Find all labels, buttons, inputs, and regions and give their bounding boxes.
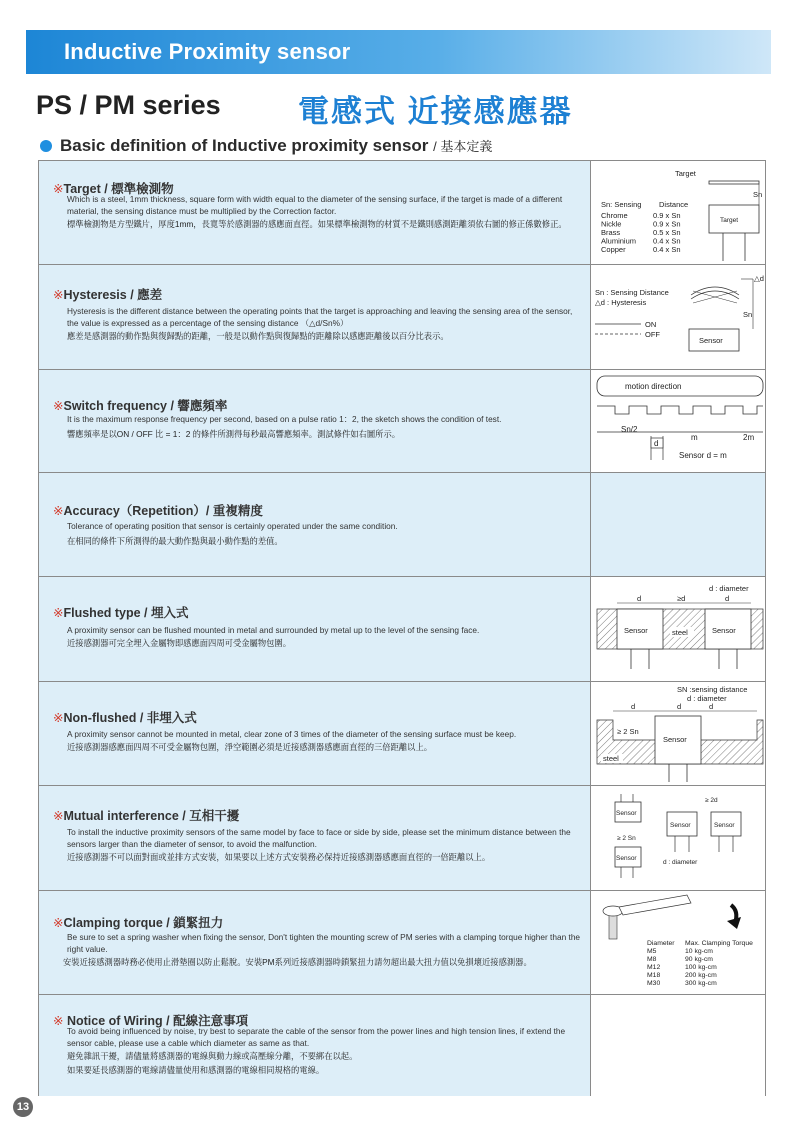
row-heading: ※Clamping torque / 鎖緊扭力 [53, 916, 224, 930]
steel-label: steel [603, 754, 619, 763]
sensor-label-side-right: Sensor [714, 822, 735, 829]
row-hysteresis [39, 265, 765, 370]
diameter-note: d : diameter [663, 859, 698, 866]
max-torque: 300 kg-cm [685, 980, 717, 987]
row-heading: ※Mutual interference / 互相干擾 [53, 809, 240, 823]
row-nonflushed [39, 682, 765, 786]
max-torque: 200 kg-cm [685, 972, 717, 979]
motion-direction-label: motion direction [625, 382, 682, 391]
d-label: d [654, 439, 659, 448]
mutual-diagram [613, 790, 763, 888]
sensor-box-label: Target [720, 217, 739, 224]
d-label-left: d [637, 594, 642, 603]
section-title-cn: / 基本定義 [433, 139, 493, 154]
wrench [619, 895, 691, 915]
banner-title: Inductive Proximity sensor [64, 39, 351, 64]
head-diameter: Diameter [647, 940, 675, 947]
material-factor: 0.4 x Sn [653, 245, 681, 254]
sensor-label-top: Sensor [616, 810, 637, 817]
target-diagram [597, 167, 765, 261]
series-title-cn: 電感式 近接感應器 [298, 94, 573, 129]
row-target [39, 161, 765, 265]
row-text-en: It is the maximum response frequency per second, based on a pulse ratio 1：2, the sketch shows the condition of test. [67, 414, 502, 424]
d-label-2: d [677, 702, 682, 711]
row-heading: ※Hysteresis / 應差 [53, 288, 163, 302]
diameter-note: d : diameter [709, 584, 749, 593]
material-name: Brass [601, 228, 621, 237]
material-factor: 0.5 x Sn [653, 228, 681, 237]
ge-2sn-label: ≥ 2 Sn [617, 835, 636, 842]
material-factor: 0.9 x Sn [653, 219, 681, 229]
sensor-label-side-left: Sensor [670, 822, 691, 829]
row-text-en: Hysteresis is the different distance between the operating points that the target is approaching and leaving the sensing area of the sensor, the value is expressed as a percentage of the sensing distance （△d/Sn%） [67, 306, 573, 328]
row-heading: ※Non-flushed / 非埋入式 [53, 711, 197, 725]
series-title: PS / PM series [36, 90, 221, 120]
sensor-label-right: Sensor [712, 626, 736, 635]
row-text-cn: 標準檢測物是方型鐵片，厚度1mm，長寬等於感測器的感應面直徑。如果標準檢測物的材質不是鐵則感測距離須依右圖的修正係數修正。 [67, 219, 567, 229]
flushed-diagram [593, 583, 765, 679]
material-factor: 0.9 x Sn [653, 211, 681, 220]
torque-diagram [595, 893, 765, 993]
row-text-cn: 近接感測器不可以面對面或並排方式安裝，如果要以上述方式安裝務必保持近接感測器感應面直徑的一倍距離以上。 [67, 852, 491, 862]
row-text-cn: 應差是感測器的動作點與復歸點的距離，一般是以動作點與復歸點的距離除以感應距離後以百分比表示。 [67, 331, 449, 341]
row-heading: ※Target / 標準檢測物 [53, 182, 174, 196]
row-frequency [39, 370, 765, 473]
material-list [601, 211, 681, 254]
row-text-cn-1: 避免雜訊干擾，請儘量將感測器的電線與動力線或高壓線分離，不要綁在以起。 [67, 1051, 358, 1061]
sensor-label: Sensor [699, 336, 723, 345]
max-torque: 10 kg-cm [685, 948, 713, 955]
page-number: 13 [13, 1097, 33, 1117]
two-m-label: 2m [743, 433, 755, 442]
off-label: OFF [645, 330, 660, 339]
max-torque: 100 kg-cm [685, 964, 717, 971]
material-name: Nickle [601, 219, 622, 229]
row-text-en: To avoid being influenced by noise, try best to separate the cable of the sensor from the power lines and high tension lines, if extend the sensor cable, please use a cable which diameter as same as that. [67, 1026, 566, 1048]
sensor-label: Sensor [663, 735, 687, 744]
target-plate [709, 181, 759, 184]
sensor-label-left: Sensor [624, 626, 648, 635]
diameter-note: d : diameter [687, 694, 727, 703]
sensing-distance-note: SN :sensing distance [677, 685, 748, 694]
definition-table [38, 160, 766, 1096]
row-flushed [39, 577, 765, 682]
nonflushed-diagram [593, 684, 765, 784]
head-material: Sn: Sensing [601, 200, 642, 209]
row-text-cn: 安裝近接感測器時務必使用止滑墊圈以防止鬆脫。安裝PM系列近接感測器時鎖緊扭力請勿超出最大扭力值以免損壞近接感測器。 [63, 957, 532, 967]
target-label: Target [675, 169, 696, 178]
material-factor: 0.4 x Sn [653, 236, 681, 246]
max-torque: 90 kg-cm [685, 956, 713, 963]
row-heading: ※Switch frequency / 響應頻率 [53, 399, 228, 413]
row-text-en: Which is a steel, 1mm thickness, square form with width equal to the diameter of the sensing surface, if the target is made of a different material, the sensing distance must be multiplied by the Correction factor. [67, 194, 563, 216]
material-name: Chrome [601, 211, 628, 220]
frequency-diagram [595, 374, 765, 470]
on-label: ON [645, 320, 657, 329]
sn-half-label: Sn/2 [621, 425, 638, 434]
sn-label: Sn [753, 190, 763, 199]
material-name: Copper [601, 245, 626, 254]
sn-label: Sn [743, 310, 753, 319]
row-mutual [39, 786, 765, 891]
bullet-dot-icon [40, 140, 52, 152]
ge-2d-label: ≥ 2d [705, 797, 718, 804]
head-torque: Max. Clamping Torque [685, 940, 753, 947]
section-heading [40, 136, 492, 156]
row-text-cn: 在相同的條件下所測得的最大動作點與最小動作點的差值。 [67, 536, 283, 546]
row-text-en: Be sure to set a spring washer when fixing the sensor, Don't tighten the mounting screw of PM series with a clamping torque higher than the right value. [67, 932, 581, 954]
section-title: Basic definition of Inductive proximity sensor [60, 136, 429, 155]
row-torque [39, 891, 765, 995]
ge-2sn-label: ≥ 2 Sn [617, 727, 639, 736]
row-text-cn: 近接感測器可完全埋入金屬物即感應面四周可受金屬物包圍。 [67, 638, 292, 648]
d-label-1: d [631, 702, 636, 711]
head-distance: Distance [659, 200, 689, 209]
material-name: Aluminium [601, 236, 637, 246]
row-text-en: A proximity sensor can be flushed mounted in metal and surrounded by metal up to the level of the sensing face. [67, 625, 480, 635]
row-text-cn: 近接感測器感應面四周不可受金屬物包圍，淨空範圍必須是近接感測器感應面直徑的三倍距離以上。 [67, 742, 433, 752]
sensing-distance-note: Sn : Sensing Distance [595, 288, 669, 297]
thread-size: M8 [647, 956, 657, 963]
thread-size: M5 [647, 948, 657, 955]
row-text-en: To install the inductive proximity sensors of the same model by face to face or side by side, please set the minimum distance between the sensors larger than the diameter of sensor, to avoid the malfunction. [67, 827, 571, 849]
row-wiring [39, 995, 765, 1096]
thread-size: M12 [647, 964, 661, 971]
thread-size: M30 [647, 980, 661, 987]
row-text-cn-2: 如果要延長感測器的電線請儘量使用和感測器的電線相同規格的電線。 [67, 1065, 325, 1075]
d-label-3: d [709, 702, 714, 711]
ge-d-label: ≥d [677, 594, 686, 603]
row-text-cn: 響應頻率是以ON / OFF 比 = 1：2 的條件所測得每秒最高響應頻率。測試條件如右圖所示。 [67, 429, 401, 439]
row-accuracy [39, 473, 765, 577]
d-label-right: d [725, 594, 730, 603]
row-heading: ※Accuracy（Repetition）/ 重複精度 [53, 504, 263, 518]
sensor-dm-label: Sensor d = m [679, 451, 727, 460]
delta-d-label: △d [754, 274, 764, 283]
steel-label: steel [672, 628, 688, 637]
row-text-en: A proximity sensor cannot be mounted in metal, clear zone of 3 times of the diameter of the sensing surface must be keep. [67, 729, 517, 739]
sensor-label-bottom: Sensor [616, 855, 637, 862]
hysteresis-diagram [593, 271, 765, 367]
thread-size: M18 [647, 972, 661, 979]
row-heading: ※Flushed type / 埋入式 [53, 606, 189, 620]
m-label: m [691, 433, 698, 442]
torque-list [647, 948, 717, 987]
row-text-en: Tolerance of operating position that sensor is certainly operated under the same condition. [67, 521, 398, 531]
header-banner [26, 30, 771, 74]
hysteresis-note: △d : Hysteresis [595, 298, 647, 307]
row-heading: ※ Notice of Wiring / 配線注意事項 [53, 1014, 249, 1028]
